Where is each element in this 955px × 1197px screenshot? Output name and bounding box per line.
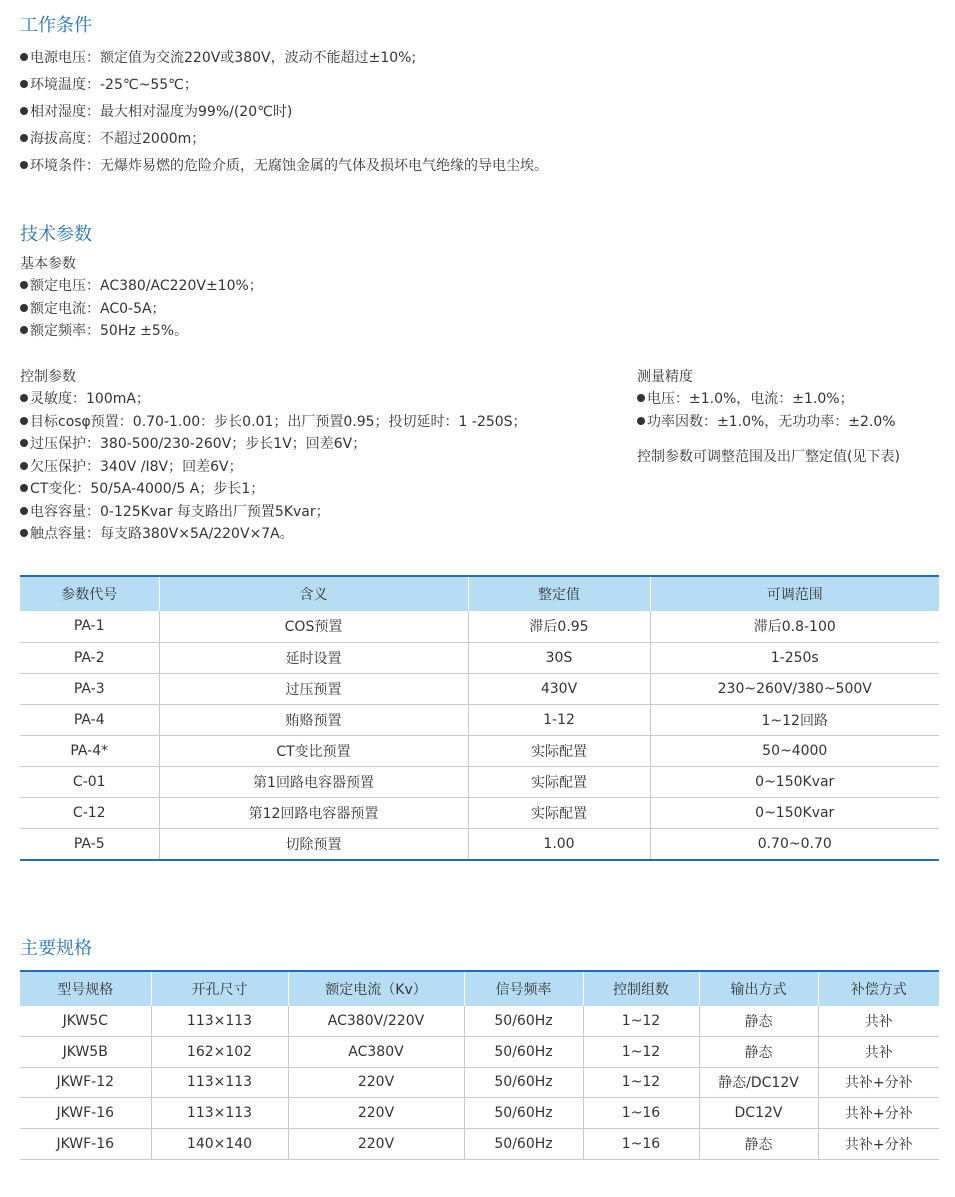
table-cell: 50~4000 — [650, 735, 939, 766]
table-cell: JKW5B — [20, 1037, 151, 1068]
table-cell: 滞后0.95 — [468, 611, 650, 642]
table-row — [20, 797, 939, 828]
bullet-icon — [637, 417, 645, 425]
table-cell: 50/60Hz — [464, 1006, 583, 1037]
control-params-subtitle: 控制参数 — [20, 369, 76, 385]
column-header: 开孔尺寸 — [151, 972, 288, 1006]
table-cell: JKW5C — [20, 1006, 151, 1037]
table-cell: 静态/DC12V — [699, 1067, 818, 1098]
table-cell: JKWF-12 — [20, 1067, 151, 1098]
column-header: 可调范围 — [650, 577, 939, 611]
column-header: 整定值 — [468, 577, 650, 611]
list-item: 额定电压：AC380/AC220V±10%； — [20, 275, 263, 298]
table-cell: PA-2 — [20, 642, 159, 673]
table-cell: 延时设置 — [159, 642, 468, 673]
spec-table-wrapper — [20, 970, 939, 1160]
bullet-icon — [20, 281, 28, 289]
table-row — [20, 704, 939, 735]
main-specs-heading: 主要规格 — [20, 938, 92, 959]
table-cell: 第1回路电容器预置 — [159, 766, 468, 797]
bullet-icon — [20, 53, 28, 61]
table-cell: COS预置 — [159, 611, 468, 642]
table-cell: 1~12 — [583, 1006, 699, 1037]
table-cell: 共补+分补 — [844, 1136, 913, 1153]
column-header: 型号规格 — [20, 972, 151, 1006]
table-cell: 50/60Hz — [464, 1037, 583, 1068]
table-cell: 过压预置 — [159, 673, 468, 704]
table-cell: PA-4* — [20, 735, 159, 766]
bullet-icon — [20, 161, 28, 169]
table-cell: 1.00 — [468, 828, 650, 859]
bullet-icon — [20, 107, 28, 115]
table-cell: PA-1 — [20, 611, 159, 642]
table-cell: 1-12 — [468, 704, 650, 735]
table-cell: 1~12 — [583, 1067, 699, 1098]
bullet-icon — [20, 134, 28, 142]
bullet-icon — [20, 394, 28, 402]
table-note: 控制参数可调整范围及出厂整定值(见下表) — [637, 449, 900, 465]
work-conditions-list — [20, 47, 548, 178]
table-cell: DC12V — [699, 1098, 818, 1129]
list-item: 过压保护：380-500/230-260V；步长1V；回差6V； — [20, 433, 527, 456]
column-header: 额定电流（Kv） — [288, 972, 464, 1006]
table-row — [20, 1128, 939, 1159]
table-cell: 0~150Kvar — [650, 766, 939, 797]
table-cell: AC380V — [288, 1037, 464, 1068]
table-cell: 230~260V/380~500V — [650, 673, 939, 704]
list-item: 灵敏度：100mA； — [20, 388, 527, 411]
table-cell: C-01 — [20, 766, 159, 797]
table-cell: 140×140 — [151, 1128, 288, 1159]
table-cell: PA-3 — [20, 673, 159, 704]
column-header: 输出方式 — [699, 972, 818, 1006]
table-cell: PA-4 — [20, 704, 159, 735]
table-cell: 实际配置 — [468, 766, 650, 797]
table-cell: CT变比预置 — [159, 735, 468, 766]
table-cell: 贿赂预置 — [159, 704, 468, 735]
table-cell: 静态 — [699, 1006, 818, 1037]
table-cell: 113×113 — [151, 1067, 288, 1098]
list-item: 电压：±1.0%，电流：±1.0%； — [637, 388, 896, 411]
param-table-wrapper — [20, 575, 939, 861]
table-cell: 220V — [288, 1098, 464, 1129]
table-cell: PA-5 — [20, 828, 159, 859]
table-cell: 实际配置 — [468, 797, 650, 828]
table-cell: 共补 — [818, 1006, 939, 1037]
table-cell: 实际配置 — [468, 735, 650, 766]
table-cell: 113×113 — [151, 1098, 288, 1129]
list-item: 电容容量：0-125Kvar 每支路出厂预置5Kvar； — [20, 501, 527, 524]
list-item: 环境温度：-25℃~55℃； — [20, 74, 548, 97]
table-row — [20, 766, 939, 797]
table-cell: C-12 — [20, 797, 159, 828]
list-item: 额定频率：50Hz ±5%。 — [20, 320, 263, 343]
list-item: 环境条件：无爆炸易燃的危险介质，无腐蚀金属的气体及损坏电气绝缘的导电尘埃。 — [20, 155, 548, 178]
list-item: 目标cosφ预置：0.70-1.00：步长0.01；出厂预置0.95；投切延时：1 -250S； — [20, 411, 527, 434]
table-cell: 切除预置 — [159, 828, 468, 859]
basic-params-subtitle: 基本参数 — [20, 256, 76, 272]
spec-table — [20, 972, 939, 1159]
table-cell: AC380V/220V — [288, 1006, 464, 1037]
table-cell: 50/60Hz — [464, 1067, 583, 1098]
tech-params-heading: 技术参数 — [20, 224, 92, 245]
list-item: CT变化：50/5A-4000/5 A；步长1； — [20, 478, 527, 501]
table-cell: 1~16 — [583, 1098, 699, 1129]
accuracy-list — [637, 388, 896, 433]
bullet-icon — [20, 462, 28, 470]
table-cell: 1~16 — [583, 1128, 699, 1159]
table-cell: 1~12回路 — [650, 704, 939, 735]
table-cell: 430V — [468, 673, 650, 704]
bullet-icon — [20, 484, 28, 492]
list-item: 功率因数：±1.0%，无功功率：±2.0% — [637, 411, 896, 434]
bullet-icon — [637, 394, 645, 402]
column-header: 控制组数 — [583, 972, 699, 1006]
table-cell: 0~150Kvar — [650, 797, 939, 828]
table-row — [20, 735, 939, 766]
list-item: 相对湿度：最大相对湿度为99%/(20℃时) — [20, 101, 548, 124]
basic-params-list — [20, 275, 263, 343]
table-cell: 220V — [288, 1067, 464, 1098]
list-item: 欠压保护：340V /I8V；回差6V； — [20, 456, 527, 479]
table-row — [20, 828, 939, 859]
table-cell: 静态 — [699, 1037, 818, 1068]
table-header-row — [20, 972, 939, 1006]
table-row — [20, 1037, 939, 1068]
bullet-icon — [20, 80, 28, 88]
list-item: 触点容量：每支路380V×5A/220V×7A。 — [20, 523, 527, 546]
table-row — [20, 1067, 939, 1098]
table-row — [20, 1006, 939, 1037]
list-item: 海拔高度：不超过2000m； — [20, 128, 548, 151]
work-conditions-heading: 工作条件 — [20, 15, 92, 36]
table-cell: JKWF-16 — [20, 1098, 151, 1129]
table-cell: 静态 — [699, 1128, 818, 1159]
table-row — [20, 642, 939, 673]
table-cell: 30S — [468, 642, 650, 673]
bullet-icon — [20, 507, 28, 515]
table-cell: 113×113 — [151, 1006, 288, 1037]
table-cell: 滞后0.8-100 — [650, 611, 939, 642]
table-row — [20, 611, 939, 642]
column-header: 参数代号 — [20, 577, 159, 611]
table-cell: 162×102 — [151, 1037, 288, 1068]
table-cell: 0.70~0.70 — [757, 835, 832, 852]
accuracy-subtitle: 测量精度 — [637, 369, 693, 385]
bullet-icon — [20, 326, 28, 334]
control-params-list — [20, 388, 527, 546]
spec-table-body — [20, 1006, 939, 1159]
param-table-body — [20, 611, 939, 859]
list-item: 额定电流：AC0-5A； — [20, 298, 263, 321]
table-cell: 1-250s — [650, 642, 939, 673]
table-row — [20, 673, 939, 704]
table-row — [20, 1098, 939, 1129]
bullet-icon — [20, 417, 28, 425]
table-cell: 1~12 — [583, 1037, 699, 1068]
column-header: 补偿方式 — [818, 972, 939, 1006]
param-table — [20, 577, 939, 859]
table-cell: JKWF-16 — [20, 1128, 151, 1159]
table-cell: 共补 — [818, 1037, 939, 1068]
table-cell: 220V — [288, 1128, 464, 1159]
list-item: 电源电压：额定值为交流220V或380V，波动不能超过±10%; — [20, 47, 548, 70]
bullet-icon — [20, 439, 28, 447]
table-header-row — [20, 577, 939, 611]
table-cell: 50/60Hz — [464, 1098, 583, 1129]
column-header: 信号频率 — [464, 972, 583, 1006]
table-cell: 第12回路电容器预置 — [159, 797, 468, 828]
column-header: 含义 — [159, 577, 468, 611]
table-cell: 50/60Hz — [464, 1128, 583, 1159]
bullet-icon — [20, 304, 28, 312]
table-cell: 共补+分补 — [818, 1098, 939, 1129]
bullet-icon — [20, 529, 28, 537]
table-cell: 共补+分补 — [818, 1067, 939, 1098]
